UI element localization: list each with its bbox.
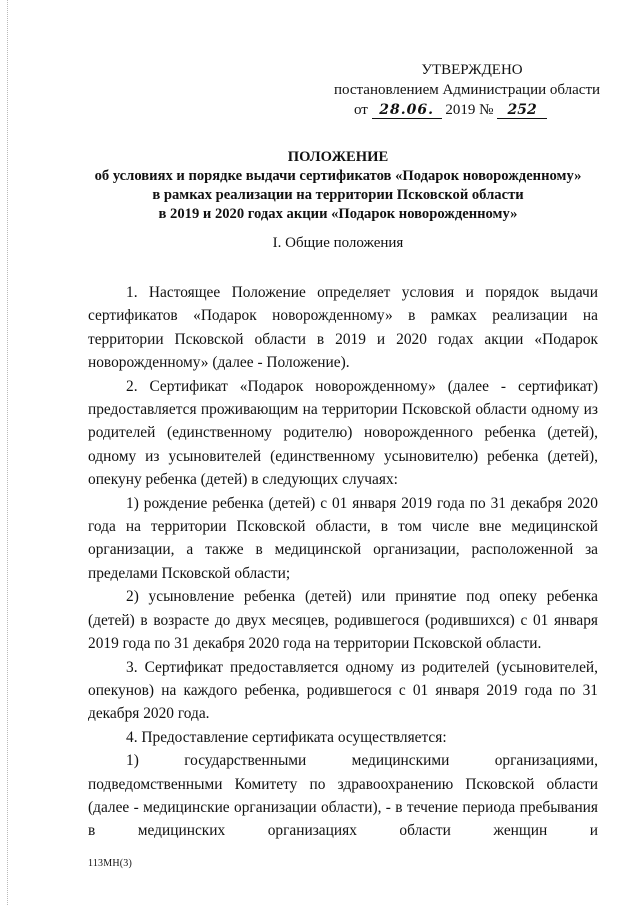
handwritten-number: 252 <box>497 102 547 119</box>
title-line-1: ПОЛОЖЕНИЕ <box>287 149 389 165</box>
paragraph-3: 3. Сертификат предоставляется одному из родителей (усыновителей, опекунов) на каждого ребенка, родившегося с 01 января 2019 года по 31 декабря 2020 года. <box>88 658 598 723</box>
title-line-2: об условиях и порядке выдачи сертификатов «Подарок новорожденному» <box>94 168 582 184</box>
approval-heading: УТВЕРЖДЕНО <box>421 62 523 78</box>
scan-edge-line <box>7 0 8 905</box>
approval-decree: постановлением Администрации области <box>334 82 601 98</box>
paragraph-1: 1. Настоящее Положение определяет условия и порядок выдачи сертификатов «Подарок новорожденному» в рамках реализации на территории Псковской области в 2019 и 2020 годах акции «Подарок новорожденному» (далее - Положение). <box>88 284 598 372</box>
date-prefix: от <box>354 102 368 118</box>
paragraph-2-item-1: 1) рождение ребенка (детей) с 01 января 2019 года по 31 декабря 2020 года на территории Псковской области, в том числе вне медицинской организации, а также в медицинской организации, расположенной за пределами Псковской области; <box>88 494 598 582</box>
paragraph-4: 4. Предоставление сертификата осуществляется: <box>126 728 447 746</box>
approval-date-line <box>332 100 612 120</box>
title-line-4: в 2019 и 2020 годах акции «Подарок новорожденному» <box>158 206 518 222</box>
paragraph-2-item-2: 2) усыновление ребенка (детей) или принятие под опеку ребенка (детей) в возрасте до двух месяцев, родившегося (родившихся) с 01 января 2019 года по 31 декабря 2020 года на территории Псковской области. <box>88 588 598 653</box>
paragraph-2: 2. Сертификат «Подарок новорожденному» (далее - сертификат) предоставляется проживающим на территории Псковской области одному из родителей (единственному родителю) новорожденного ребенка (детей), одному из усыновителей (единственному усыновителю) ребенка (детей), опекуну ребенка (детей) в следующих случаях: <box>88 377 598 489</box>
document-title <box>78 148 598 224</box>
document-body <box>88 281 598 843</box>
footer-document-code: 113МН(3) <box>88 858 133 869</box>
handwritten-date: 28.06. <box>372 102 442 119</box>
section-heading: I. Общие положения <box>272 235 404 251</box>
approval-year: 2019 № <box>445 102 494 118</box>
approval-stamp <box>332 60 612 120</box>
paragraph-4-item-1: 1) государственными медицинскими организациями, подведомственными Комитету по здравоохранению Псковской области (далее - медицинские организации области), - в течение периода пребывания в медицинских организациях области женщин и <box>88 752 598 840</box>
title-line-3: в рамках реализации на территории Псковской области <box>152 187 524 203</box>
